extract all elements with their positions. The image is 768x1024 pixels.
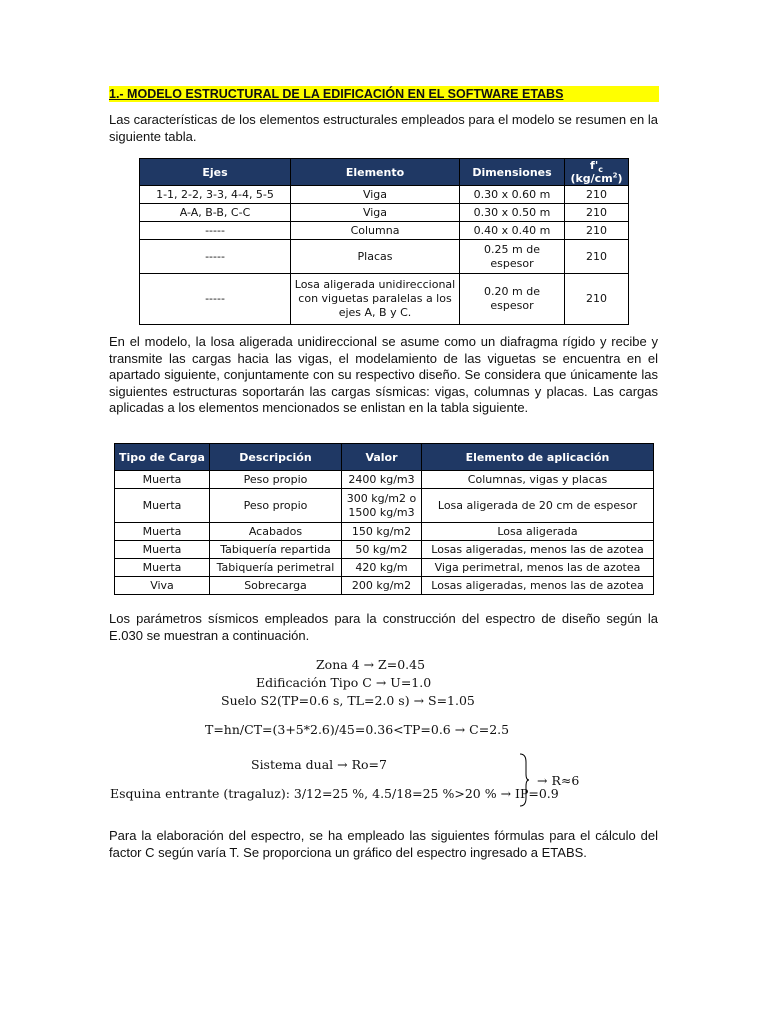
table-cell: Muerta <box>115 559 210 577</box>
table-cell: Tabiquería repartida <box>210 541 342 559</box>
table-cell: Losa aligerada unidireccional con viguetas paralelas a los ejes A, B y C. <box>291 274 460 325</box>
equation-periodo: T=hn/CT=(3+5*2.6)/45=0.36<TP=0.6 → C=2.5 <box>205 722 510 737</box>
equation-edificacion: Edificación Tipo C → U=1.0 <box>256 675 432 690</box>
table-cell: Muerta <box>115 541 210 559</box>
header-valor: Valor <box>342 444 422 471</box>
table-cell: ----- <box>140 222 291 240</box>
table-cell: Viga perimetral, menos las de azotea <box>422 559 654 577</box>
section-heading: 1.- MODELO ESTRUCTURAL DE LA EDIFICACIÓN EN EL SOFTWARE ETABS <box>109 86 659 102</box>
header-elemento-aplicacion: Elemento de aplicación <box>422 444 654 471</box>
table-cell: 0.25 m de espesor <box>460 240 565 274</box>
table-cell: 50 kg/m2 <box>342 541 422 559</box>
table-cell: Losa aligerada de 20 cm de espesor <box>422 489 654 523</box>
table-cell: Muerta <box>115 489 210 523</box>
table-row <box>140 186 629 204</box>
table-cell: Viva <box>115 577 210 595</box>
spectrum-paragraph: Para la elaboración del espectro, se ha empleado las siguientes fórmulas para el cálculo del factor C según varía T. Se proporciona un gráfico del espectro ingresado a ETABS. <box>109 828 658 860</box>
table-row <box>115 523 654 541</box>
table-cell: 210 <box>565 204 629 222</box>
table-cell: Losas aligeradas, menos las de azotea <box>422 541 654 559</box>
table-cell: 0.40 x 0.40 m <box>460 222 565 240</box>
table-cell: 420 kg/m <box>342 559 422 577</box>
table-row <box>115 489 654 523</box>
table-cell: Columnas, vigas y placas <box>422 471 654 489</box>
header-descripcion: Descripción <box>210 444 342 471</box>
header-elemento: Elemento <box>291 159 460 186</box>
table-cell: Losa aligerada <box>422 523 654 541</box>
intro-paragraph: Las características de los elementos estructurales empleados para el modelo se resumen en la siguiente tabla. <box>109 112 658 144</box>
table-cell: Sobrecarga <box>210 577 342 595</box>
table-cell: 200 kg/m2 <box>342 577 422 595</box>
table-cell: Acabados <box>210 523 342 541</box>
table-row <box>115 577 654 595</box>
table-cell: Placas <box>291 240 460 274</box>
table-cell: ----- <box>140 240 291 274</box>
table-cell: Peso propio <box>210 489 342 523</box>
table-row <box>140 274 629 325</box>
header-fc: $f'_c$ $(kg/cm^2)$ <box>565 159 629 186</box>
table-row <box>115 541 654 559</box>
table-cell: A-A, B-B, C-C <box>140 204 291 222</box>
table-cell: 1-1, 2-2, 3-3, 4-4, 5-5 <box>140 186 291 204</box>
table-cell: 0.30 x 0.60 m <box>460 186 565 204</box>
table-row <box>140 204 629 222</box>
equation-zona: Zona 4 → Z=0.45 <box>316 657 426 672</box>
equation-sistema: Sistema dual → Ro=7 <box>251 757 387 772</box>
table-cell: Columna <box>291 222 460 240</box>
brace-icon <box>518 752 530 808</box>
header-dimensiones: Dimensiones <box>460 159 565 186</box>
table-cell: Tabiquería perimetral <box>210 559 342 577</box>
table-cell: Peso propio <box>210 471 342 489</box>
elements-table <box>139 158 629 325</box>
table-cell: 0.30 x 0.50 m <box>460 204 565 222</box>
equation-r: → R≈6 <box>537 773 580 788</box>
table-cell: 210 <box>565 274 629 325</box>
equation-irregularidad: Esquina entrante (tragaluz): 3/12=25 %, 4.5/18=25 %>20 % → IP=0.9 <box>110 786 559 801</box>
table-cell: 300 kg/m2 o 1500 kg/m3 <box>342 489 422 523</box>
table-row <box>115 471 654 489</box>
header-ejes: Ejes <box>140 159 291 186</box>
table-cell: ----- <box>140 274 291 325</box>
table-cell: Viga <box>291 204 460 222</box>
seismic-paragraph: Los parámetros sísmicos empleados para la construcción del espectro de diseño según la E.030 se muestran a continuación. <box>109 611 658 643</box>
table-cell: Muerta <box>115 471 210 489</box>
loads-table <box>114 443 654 595</box>
table-cell: 0.20 m de espesor <box>460 274 565 325</box>
table-row <box>140 222 629 240</box>
table-cell: 210 <box>565 240 629 274</box>
table-cell: Losas aligeradas, menos las de azotea <box>422 577 654 595</box>
model-paragraph: En el modelo, la losa aligerada unidireccional se asume como un diafragma rígido y recibe y transmite las cargas hacia las vigas, el modelamiento de las viguetas se encuentra en el apartado siguiente, conjuntamente con su respectivo diseño. Se considera que únicamente las siguientes estructuras soportarán las cargas sísmicas: vigas, columnas y placas. Las cargas aplicadas a los elementos mencionados se enlistan en la tabla siguiente. <box>109 334 658 415</box>
header-tipo-carga: Tipo de Carga <box>115 444 210 471</box>
equation-suelo: Suelo S2(TP=0.6 s, TL=2.0 s) → S=1.05 <box>221 693 475 708</box>
table-cell: 210 <box>565 186 629 204</box>
table-cell: 2400 kg/m3 <box>342 471 422 489</box>
table-row <box>115 559 654 577</box>
table-row <box>140 240 629 274</box>
table-cell: 150 kg/m2 <box>342 523 422 541</box>
table-cell: 210 <box>565 222 629 240</box>
table-cell: Viga <box>291 186 460 204</box>
table-cell: Muerta <box>115 523 210 541</box>
